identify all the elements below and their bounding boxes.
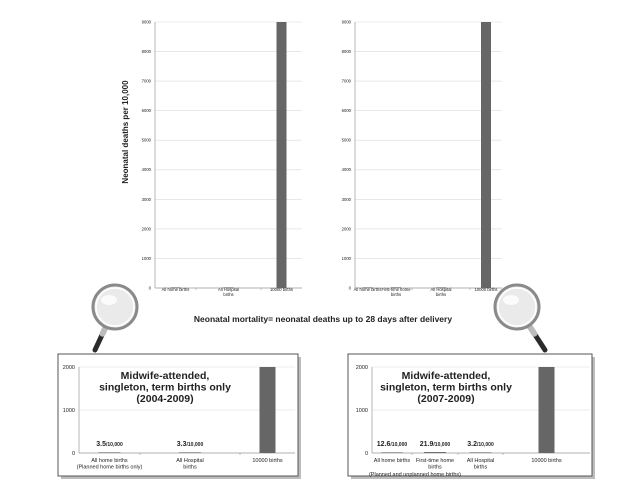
- x-tick-label: births: [223, 292, 234, 297]
- x-tick-label: 10000 births: [269, 287, 294, 292]
- y-axis-label: Neonatal deaths per 10,000: [121, 80, 130, 184]
- bar: [470, 452, 492, 453]
- x-tick-label: First-time home: [415, 458, 455, 464]
- magnifier-icon: [93, 285, 137, 350]
- y-tick-label: 2000: [355, 364, 368, 371]
- bar: [539, 367, 555, 453]
- y-tick-label: 1000: [341, 255, 351, 261]
- x-tick-label: births: [473, 464, 488, 471]
- x-tick-label: All Hospital: [430, 287, 452, 292]
- x-tick-label: births: [428, 464, 442, 471]
- y-tick-label: 3000: [341, 196, 351, 202]
- data-label: 21.9/10,000: [419, 441, 451, 448]
- y-tick-label: 4000: [141, 167, 151, 173]
- x-tick-label: births: [390, 292, 402, 297]
- bar: [277, 22, 287, 288]
- bar: [481, 22, 491, 288]
- y-tick-label: 1000: [355, 407, 368, 414]
- chart-title: singleton, term births only: [99, 381, 231, 394]
- chart-title: Midwife-attended,: [120, 370, 210, 382]
- x-tick-label: 10000 births: [252, 458, 283, 464]
- x-tick-label: First-time home: [381, 287, 411, 292]
- y-tick-label: 8000: [141, 49, 151, 55]
- chart-title: singleton, term births only: [380, 381, 512, 394]
- magnifier-icon: [495, 285, 545, 350]
- x-tick-label: All home births: [373, 458, 411, 464]
- y-tick-label: 0: [148, 285, 151, 291]
- chart-title: (2007-2009): [417, 393, 475, 405]
- caption: Neonatal mortality= neonatal deaths up to 28 days after delivery: [193, 314, 453, 324]
- y-tick-label: 1000: [141, 255, 151, 261]
- bar: [424, 452, 446, 453]
- data-label: 3.3/10,000: [176, 441, 204, 448]
- y-tick-label: 0: [364, 450, 368, 457]
- bar: [99, 452, 121, 453]
- y-tick-label: 0: [348, 285, 351, 291]
- chart-title: (2004-2009): [136, 393, 194, 405]
- x-tick-label: All home births: [161, 287, 190, 292]
- y-tick-label: 6000: [341, 108, 351, 114]
- data-label: 3.5/10,000: [96, 441, 123, 448]
- chart-top-left: [142, 19, 302, 297]
- x-tick-label: All home births: [91, 458, 128, 464]
- chart-zoom-left: [58, 354, 301, 479]
- x-tick-label: All home births: [353, 287, 382, 292]
- bar: [179, 452, 201, 453]
- y-tick-label: 7000: [141, 78, 151, 84]
- data-label: 12.6/10,000: [376, 441, 408, 448]
- y-tick-label: 3000: [141, 196, 151, 202]
- x-tick-label: (Planned home births only): [76, 464, 143, 471]
- y-tick-label: 1000: [62, 407, 75, 414]
- bar: [260, 367, 276, 453]
- bottom-note: (Planned and unplanned home births): [368, 472, 462, 478]
- x-tick-label: births: [183, 464, 197, 471]
- y-tick-label: 2000: [62, 364, 75, 371]
- y-tick-label: 4000: [341, 167, 351, 173]
- chart-zoom-right: [348, 354, 595, 479]
- x-tick-label: 10000 births: [474, 287, 498, 292]
- charts-group: [58, 19, 595, 479]
- chart-top-right: [342, 19, 502, 297]
- y-tick-label: 5000: [141, 137, 151, 143]
- y-tick-label: 9000: [141, 19, 151, 25]
- y-tick-label: 8000: [341, 49, 351, 55]
- chart-title: Midwife-attended,: [401, 370, 491, 382]
- x-tick-label: births: [435, 292, 447, 297]
- y-tick-label: 9000: [341, 19, 351, 25]
- y-tick-label: 0: [71, 450, 75, 457]
- bar: [381, 452, 403, 453]
- x-tick-label: All Hospital: [218, 287, 239, 292]
- x-tick-label: All Hospital: [466, 458, 495, 464]
- y-tick-label: 2000: [141, 226, 151, 232]
- y-tick-label: 2000: [341, 226, 351, 232]
- y-tick-label: 6000: [141, 108, 151, 114]
- x-tick-label: All Hospital: [176, 458, 204, 464]
- y-tick-label: 7000: [341, 78, 351, 84]
- x-tick-label: 10000 births: [531, 458, 562, 464]
- data-label: 3.2/10,000: [467, 441, 494, 448]
- y-tick-label: 5000: [341, 137, 351, 143]
